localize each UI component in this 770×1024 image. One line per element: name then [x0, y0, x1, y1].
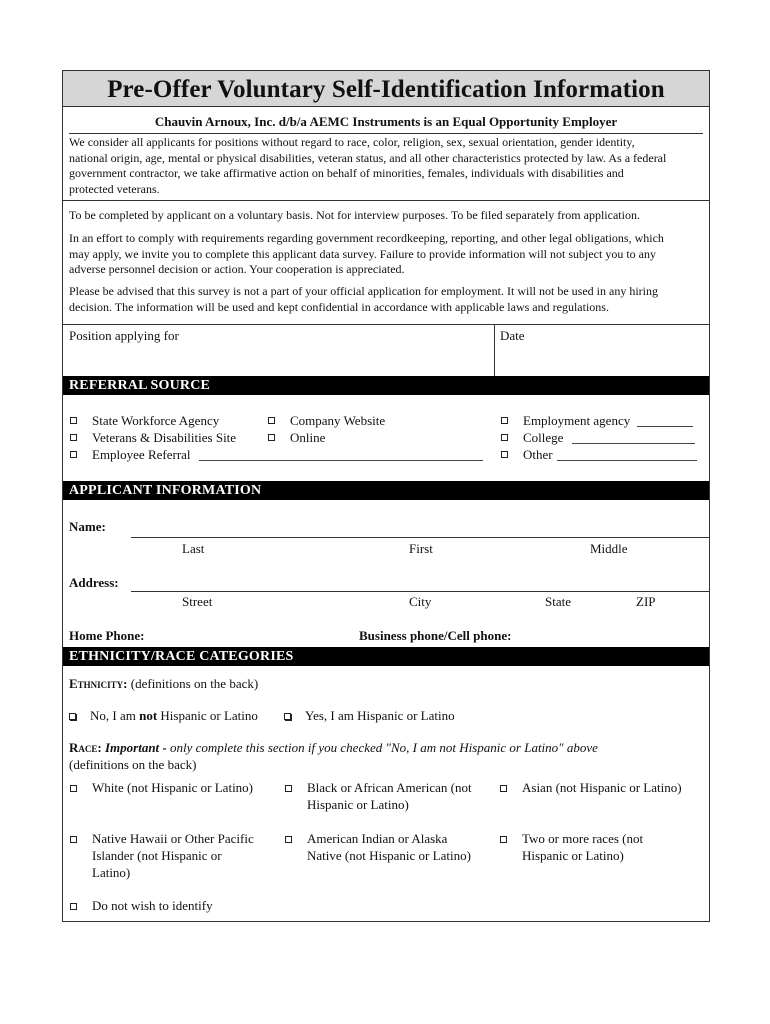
american-indian-label: American Indian or Alaska Native (not Hispanic or Latino): [307, 831, 471, 863]
business-phone-label: Business phone/Cell phone:: [359, 628, 512, 643]
company-website-label: Company Website: [290, 413, 386, 428]
hispanic-label: Yes, I am Hispanic or Latino: [305, 708, 455, 723]
other-line[interactable]: [557, 460, 697, 461]
not-hispanic-label: No, I am not Hispanic or Latino: [90, 708, 258, 723]
black-checkbox[interactable]: [285, 785, 292, 792]
hispanic-checkbox[interactable]: [284, 713, 291, 720]
compliance-line: adverse personnel decision or action. Your cooperation is appreciated.: [69, 262, 405, 276]
ethnicity-note: (definitions on the back): [130, 676, 259, 691]
eeo-line: government contractor, we take affirmative action on behalf of minorities, females, individuals with disabilities and: [69, 166, 624, 180]
native-hawaiian-checkbox[interactable]: [70, 836, 77, 843]
college-checkbox[interactable]: [501, 434, 508, 441]
eeo-heading-underline: [69, 133, 703, 134]
native-hawaiian-label: Native Hawaii or Other Pacific Islander (not Hispanic or Latino): [92, 831, 254, 880]
home-phone-label: Home Phone:: [69, 628, 145, 643]
home-phone-field[interactable]: [155, 626, 355, 644]
state-workforce-checkbox[interactable]: [70, 417, 77, 424]
position-date-divider: [494, 324, 495, 376]
white-checkbox[interactable]: [70, 785, 77, 792]
advisory-line: decision. The information will be used and kept confidential in accordance with applicable laws and regulations.: [69, 299, 609, 314]
employment-agency-checkbox[interactable]: [501, 417, 508, 424]
state-caption: State: [545, 594, 571, 609]
divider: [63, 200, 709, 201]
decline-to-identify-label: Do not wish to identify: [92, 898, 213, 913]
position-field[interactable]: [65, 343, 491, 373]
asian-checkbox[interactable]: [500, 785, 507, 792]
race-label: Race:: [69, 740, 102, 755]
name-label: Name:: [69, 519, 106, 534]
eeo-line: We consider all applicants for positions without regard to race, color, religion, sex, sexual orientation, gender identity,: [69, 135, 635, 149]
employee-referral-line[interactable]: [199, 460, 483, 461]
ethnicity-race-header: ETHNICITY/RACE CATEGORIES: [63, 647, 709, 666]
other-checkbox[interactable]: [501, 451, 508, 458]
online-label: Online: [290, 430, 326, 445]
black-label: Black or African American (not Hispanic or Latino): [307, 780, 472, 812]
date-label: Date: [500, 328, 525, 343]
ethnicity-heading: [69, 676, 258, 691]
decline-to-identify-checkbox[interactable]: [70, 903, 77, 910]
address-label: Address:: [69, 575, 119, 590]
name-field[interactable]: [131, 519, 707, 537]
address-line: [131, 591, 709, 592]
college-line[interactable]: [572, 443, 695, 444]
city-caption: City: [409, 594, 432, 609]
company-website-checkbox[interactable]: [268, 417, 275, 424]
eeo-heading: Chauvin Arnoux, Inc. d/b/a AEMC Instruments is an Equal Opportunity Employer: [154, 114, 618, 129]
white-label: White (not Hispanic or Latino): [92, 780, 254, 795]
middle-name-caption: Middle: [590, 541, 628, 556]
first-name-caption: First: [409, 541, 433, 556]
self-identification-form: [62, 70, 710, 922]
two-or-more-races-checkbox[interactable]: [500, 836, 507, 843]
eeo-line: protected veterans.: [69, 181, 160, 196]
business-phone-field[interactable]: [525, 626, 707, 644]
online-checkbox[interactable]: [268, 434, 275, 441]
advisory-text: [69, 284, 705, 315]
position-label: Position applying for: [69, 328, 179, 343]
divider: [63, 324, 709, 325]
eeo-line: national origin, age, mental or physical disabilities, veteran status, and all other characteristics protected by law. As a federal: [69, 150, 667, 165]
state-workforce-label: State Workforce Agency: [92, 413, 220, 428]
compliance-text: [69, 231, 705, 278]
employment-agency-line[interactable]: [637, 426, 693, 427]
two-or-more-races-label: Two or more races (not Hispanic or Latino): [522, 831, 644, 863]
compliance-line: In an effort to comply with requirements regarding government recordkeeping, reporting, and other legal obligations, which: [69, 231, 664, 245]
race-instruction: only complete this section if you checked "No, I am not Hispanic or Latino" above: [166, 740, 598, 755]
address-field[interactable]: [131, 573, 707, 591]
college-label: College: [523, 430, 564, 445]
race-note: (definitions on the back): [69, 757, 197, 772]
employee-referral-label: Employee Referral: [92, 447, 191, 462]
other-label: Other: [523, 447, 553, 462]
asian-label: Asian (not Hispanic or Latino): [522, 780, 682, 795]
zip-caption: ZIP: [636, 594, 656, 609]
race-heading: [69, 739, 705, 773]
not-hispanic-checkbox[interactable]: [69, 713, 76, 720]
intro-text: To be completed by applicant on a voluntary basis. Not for interview purposes. To be filed separately from application.: [69, 208, 640, 222]
employment-agency-label: Employment agency: [523, 413, 631, 428]
ethnicity-label: Ethnicity:: [69, 676, 128, 691]
applicant-information-header: APPLICANT INFORMATION: [63, 481, 709, 500]
form-title: Pre-Offer Voluntary Self-Identification Information: [63, 71, 709, 107]
eeo-statement: [69, 135, 705, 197]
name-line: [131, 537, 709, 538]
advisory-line: Please be advised that this survey is not a part of your official application for employment. It will not be used in any hiring: [69, 284, 658, 298]
employee-referral-checkbox[interactable]: [70, 451, 77, 458]
last-name-caption: Last: [182, 541, 205, 556]
race-important: Important -: [104, 740, 167, 755]
date-field[interactable]: [497, 343, 707, 373]
veterans-site-label: Veterans & Disabilities Site: [92, 430, 237, 445]
american-indian-checkbox[interactable]: [285, 836, 292, 843]
veterans-site-checkbox[interactable]: [70, 434, 77, 441]
compliance-line: may apply, we invite you to complete this applicant data survey. Failure to provide information will not subject you to any: [69, 246, 656, 261]
referral-source-header: REFERRAL SOURCE: [63, 376, 709, 395]
street-caption: Street: [182, 594, 213, 609]
